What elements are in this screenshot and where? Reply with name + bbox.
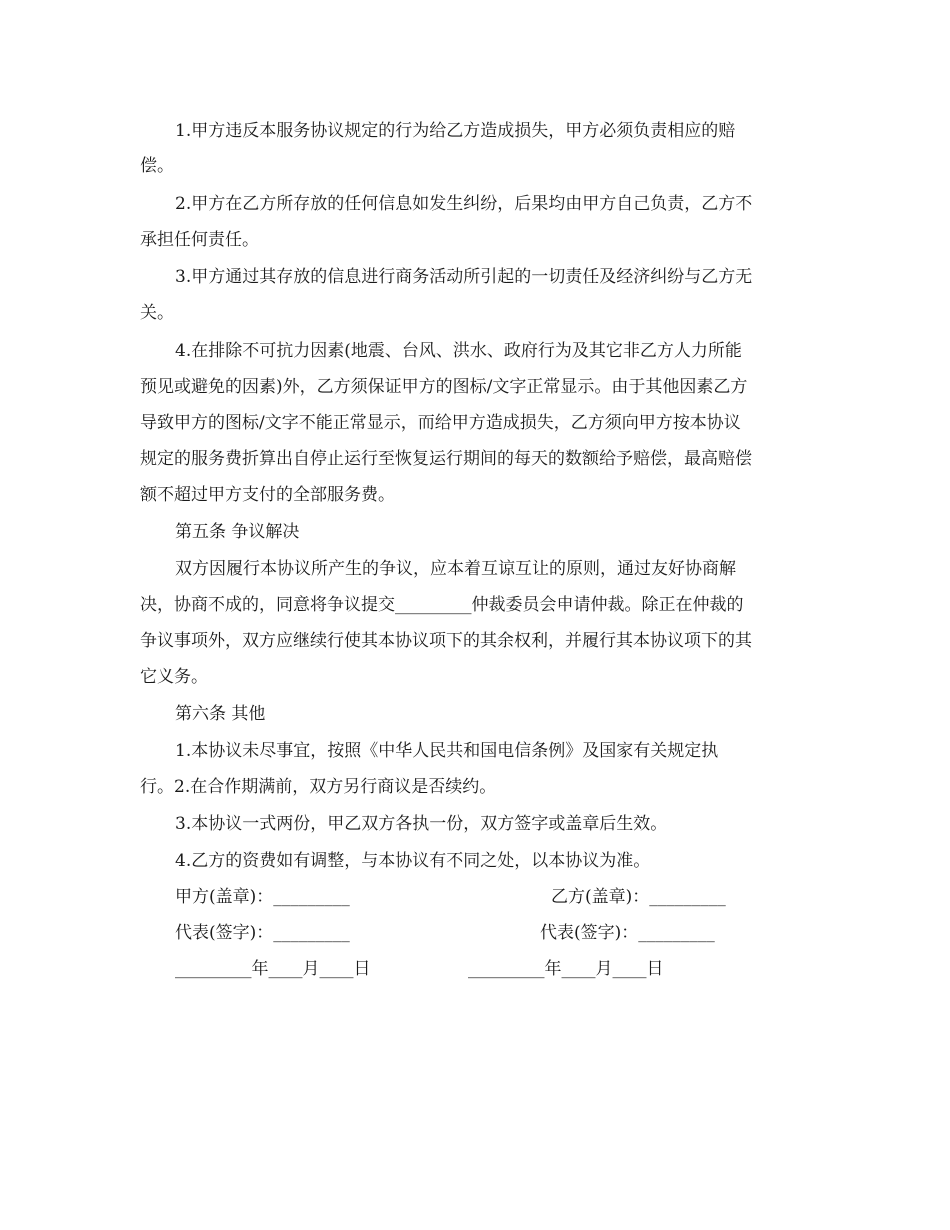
clause-4-item-4-cont-4: 额不超过甲方支付的全部服务费。: [140, 485, 395, 505]
clause-4-item-1-cont: 偿。: [140, 156, 174, 176]
clause-4-item-2: 2.甲方在乙方所存放的任何信息如发生纠纷，后果均由甲方自己负责，乙方不: [175, 194, 753, 214]
party-b-date-field: _________年____月____日: [468, 959, 664, 979]
clause-5-para: 双方因履行本协议所产生的争议，应本着互谅互让的原则，通过友好协商解: [175, 559, 736, 579]
clause-4-item-2-cont: 承担任何责任。: [140, 230, 259, 250]
clause-6-item-3: 3.本协议一式两份，甲乙双方各执一份，双方签字或盖章后生效。: [175, 814, 668, 834]
clause-4-item-4-cont-1: 预见或避免的因素)外，乙方须保证甲方的图标/文字正常显示。由于其他因素乙方: [140, 377, 748, 397]
clause-6-item-1-cont: 行。2.在合作期满前，双方另行商议是否续约。: [140, 777, 497, 797]
clause-6-item-4: 4.乙方的资费如有调整，与本协议有不同之处，以本协议为准。: [175, 851, 651, 871]
section-heading-6: 第六条 其他: [175, 704, 266, 724]
party-a-seal-field: 甲方(盖章)：_________: [175, 887, 350, 907]
clause-4-item-1: 1.甲方违反本服务协议规定的行为给乙方造成损失，甲方必须负责相应的赔: [175, 121, 736, 141]
clause-4-item-4-cont-3: 规定的服务费折算出自停止运行至恢复运行期间的每天的数额给予赔偿，最高赔偿: [140, 449, 752, 469]
clause-4-item-3-cont: 关。: [140, 303, 174, 323]
party-b-seal-field: 乙方(盖章)：_________: [551, 887, 726, 907]
clause-5-para-cont-1: 决，协商不成的，同意将争议提交_________仲裁委员会申请仲裁。除正在仲裁的: [140, 595, 744, 615]
clause-4-item-4-cont-2: 导致甲方的图标/文字不能正常显示，而给甲方造成损失，乙方须向甲方按本协议: [140, 413, 741, 433]
clause-6-item-1: 1.本协议未尽事宜，按照《中华人民共和国电信条例》及国家有关规定执: [175, 741, 719, 761]
clause-5-para-cont-3: 它义务。: [140, 667, 208, 687]
clause-4-item-4: 4.在排除不可抗力因素(地震、台风、洪水、政府行为及其它非乙方人力所能: [175, 341, 742, 361]
section-heading-5: 第五条 争议解决: [175, 522, 300, 542]
party-a-representative-field: 代表(签字)：_________: [175, 923, 350, 943]
party-b-representative-field: 代表(签字)：_________: [540, 923, 715, 943]
clause-5-para-cont-2: 争议事项外，双方应继续行使其本协议项下的其余权利，并履行其本协议项下的其: [140, 631, 752, 651]
clause-4-item-3: 3.甲方通过其存放的信息进行商务活动所引起的一切责任及经济纠纷与乙方无: [175, 267, 753, 287]
party-a-date-field: _________年____月____日: [175, 959, 371, 979]
